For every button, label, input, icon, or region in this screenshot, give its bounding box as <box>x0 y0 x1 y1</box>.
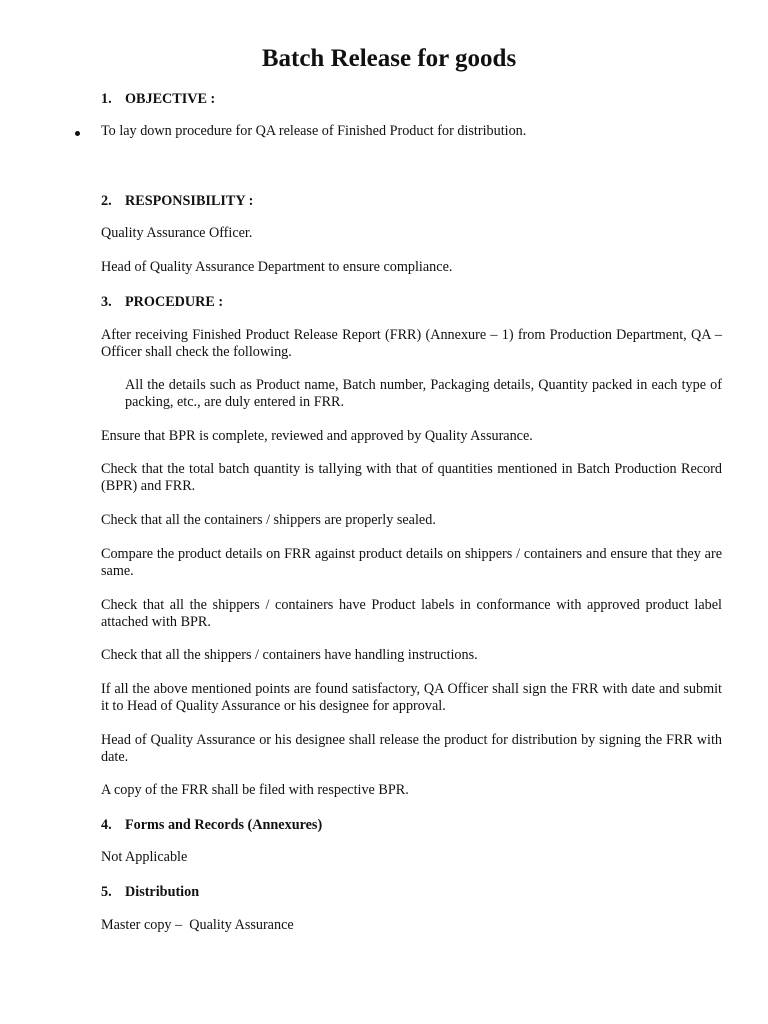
section-title: Forms and Records (Annexures) <box>125 817 323 833</box>
section-title: PROCEDURE : <box>125 294 224 310</box>
section-heading-responsibility <box>101 192 253 210</box>
section-heading-forms-records <box>101 816 322 834</box>
section-heading-distribution <box>101 883 199 901</box>
section-heading-objective <box>101 90 215 108</box>
procedure-paragraph: Ensure that BPR is complete, reviewed and approved by Quality Assurance. <box>101 428 533 444</box>
procedure-paragraph: Compare the product details on FRR against product details on shippers / containers and ensure that they are same. <box>101 546 722 579</box>
section-heading-procedure <box>101 293 223 311</box>
responsibility-paragraph: Quality Assurance Officer. <box>101 225 253 241</box>
procedure-paragraph: Check that the total batch quantity is tallying with that of quantities mentioned in Batch Production Record (BPR) and FRR. <box>101 461 722 494</box>
objective-bullet-text: To lay down procedure for QA release of Finished Product for distribution. <box>101 123 527 139</box>
procedure-paragraph-indented: All the details such as Product name, Batch number, Packaging details, Quantity packed in each type of packing, etc., are duly entered in FRR. <box>125 377 722 410</box>
procedure-paragraph: Check that all the shippers / containers have Product labels in conformance with approved product label attached with BPR. <box>101 597 722 630</box>
section-title: OBJECTIVE : <box>125 91 216 107</box>
procedure-paragraph: After receiving Finished Product Release Report (FRR) (Annexure – 1) from Production Department, QA – Officer shall check the following. <box>101 327 722 360</box>
section-title: Distribution <box>125 884 200 900</box>
section-number: 2. <box>101 193 112 209</box>
procedure-paragraph: Head of Quality Assurance or his designee shall release the product for distribution by signing the FRR with date. <box>101 732 722 765</box>
responsibility-paragraph: Head of Quality Assurance Department to ensure compliance. <box>101 259 453 275</box>
procedure-paragraph: If all the above mentioned points are found satisfactory, QA Officer shall sign the FRR with date and submit it to Head of Quality Assurance or his designee for approval. <box>101 681 722 714</box>
procedure-paragraph: Check that all the shippers / containers have handling instructions. <box>101 647 478 663</box>
forms-records-paragraph: Not Applicable <box>101 849 188 865</box>
procedure-paragraph: Check that all the containers / shippers are properly sealed. <box>101 512 436 528</box>
distribution-paragraph: Master copy – Quality Assurance <box>101 917 294 933</box>
document-title: Batch Release for goods <box>261 45 517 72</box>
section-number: 3. <box>101 294 112 310</box>
section-number: 5. <box>101 884 112 900</box>
section-title: RESPONSIBILITY : <box>125 193 254 209</box>
procedure-paragraph: A copy of the FRR shall be filed with respective BPR. <box>101 782 409 798</box>
bullet-icon <box>75 131 80 136</box>
section-number: 1. <box>101 91 112 107</box>
section-number: 4. <box>101 817 112 833</box>
